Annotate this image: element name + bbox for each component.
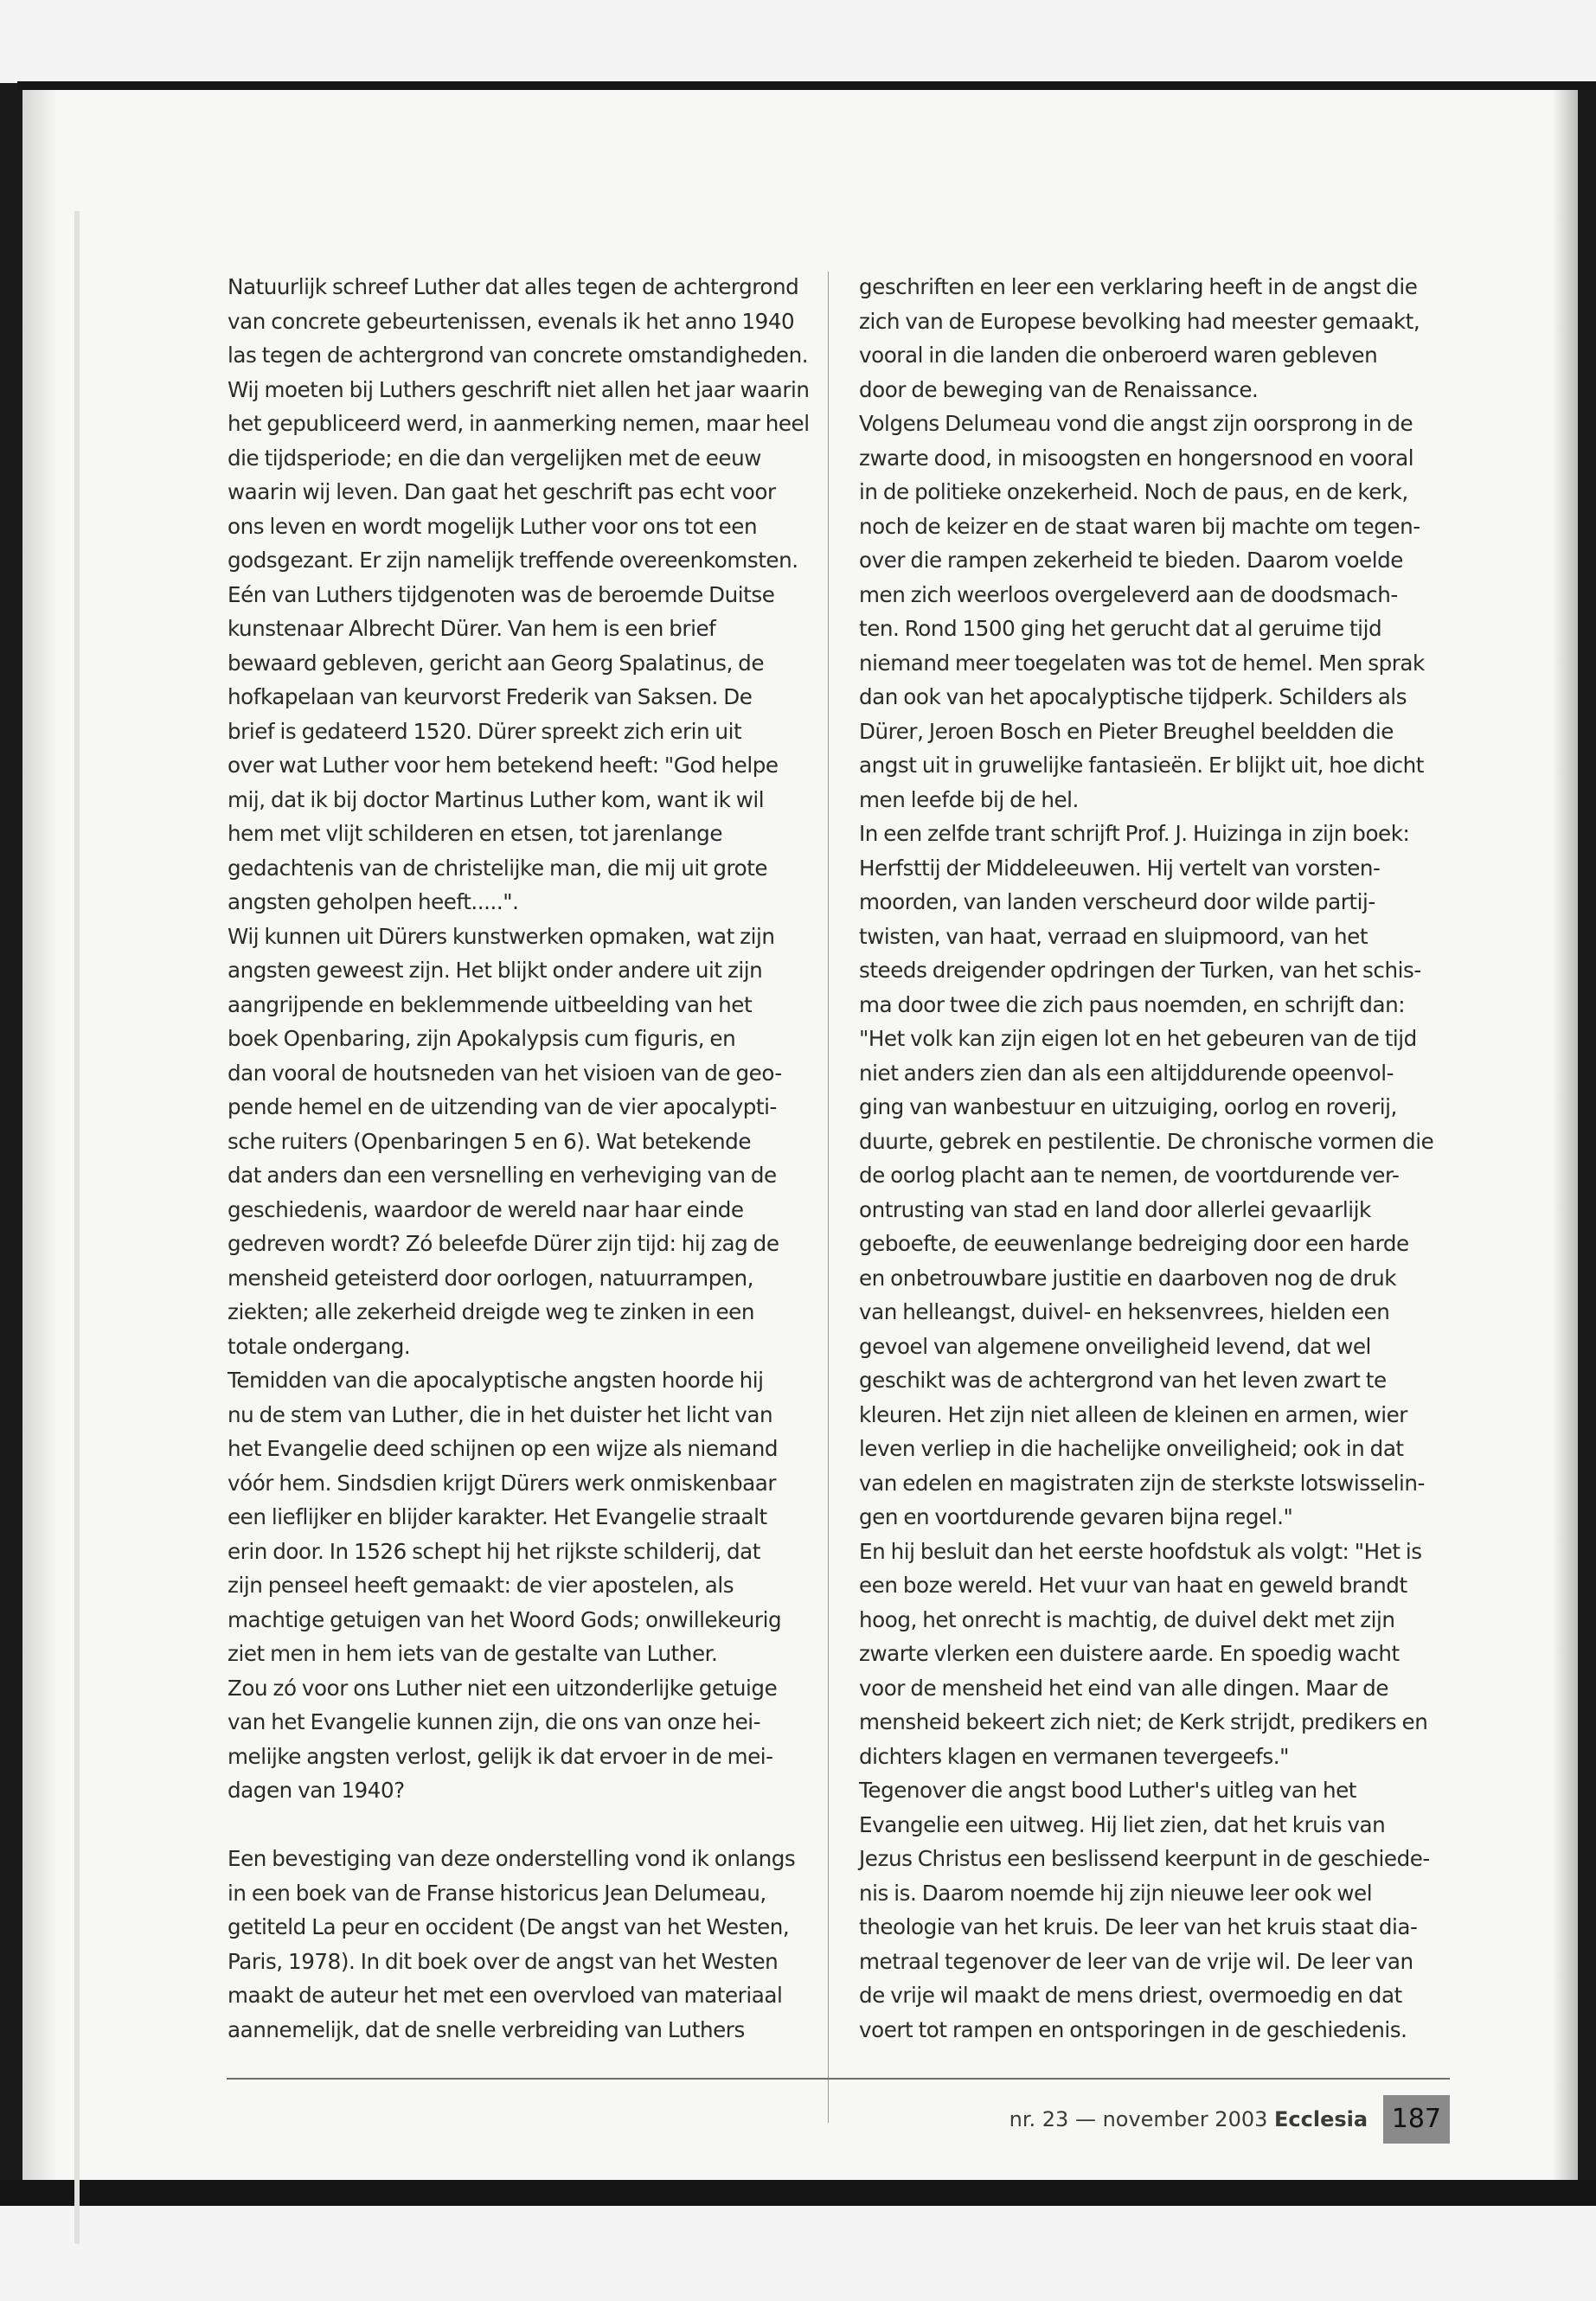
text-line: hofkapelaan van keurvorst Frederik van Saksen. De [228,684,753,709]
text-line: dichters klagen en vermanen tevergeefs." [859,1743,1290,1769]
text-line: Evangelie een uitweg. Hij liet zien, dat het kruis van [859,1811,1386,1837]
text-line: voert tot rampen en ontsporingen in de geschiedenis. [859,2016,1407,2042]
text-line: het gepubliceerd werd, in aanmerking nemen, maar heel [228,411,810,436]
page-edge-shadow [1552,90,1578,2180]
text-line: nu de stem van Luther, die in het duister het licht van [228,1401,773,1427]
text-line: angsten geweest zijn. Het blijkt onder andere uit zijn [228,958,763,983]
text-line: Herfsttij der Middeleeuwen. Hij vertelt van vorsten- [859,855,1381,881]
column-divider [828,272,829,2123]
text-line: bewaard gebleven, gericht aan Georg Spalatinus, de [228,650,765,676]
text-line: men zich weerloos overgeleverd aan de doodsmach- [859,581,1398,607]
text-line: noch de keizer en de staat waren bij machte om tegen- [859,513,1420,539]
text-line: een lieflijker en blijder karakter. Het Evangelie straalt [228,1504,767,1529]
text-line: twisten, van haat, verraad en sluipmoord, van het [859,923,1368,949]
text-line: ging van wanbestuur en uitzuiging, oorlog en roverij, [859,1094,1397,1119]
text-line: Dürer, Jeroen Bosch en Pieter Breughel beeldden die [859,718,1394,744]
text-line: ontrusting van stad en land door allerlei gevaarlijk [859,1196,1371,1222]
text-line: leven verliep in die hachelijke onveiligheid; ook in dat [859,1436,1404,1461]
text-line: van edelen en magistraten zijn de sterkste lotswisselin- [859,1470,1425,1496]
text-line: een boze wereld. Het vuur van haat en geweld brandt [859,1573,1407,1598]
text-line: gevoel van algemene onveiligheid levend, dat wel [859,1333,1371,1359]
text-line: ziet men in hem iets van de gestalte van Luther. [228,1641,718,1666]
text-line: Temidden van die apocalyptische angsten hoorde hij [228,1368,764,1393]
text-line: in de politieke onzekerheid. Noch de paus, en de kerk, [859,479,1408,504]
scan-bottom-border [0,2180,1596,2206]
text-line: las tegen de achtergrond van concrete omstandigheden. [228,343,809,368]
text-line: Natuurlijk schreef Luther dat alles tegen de achtergrond [228,274,799,299]
text-line: gen en voortdurende gevaren bijna regel." [859,1504,1293,1529]
text-line: brief is gedateerd 1520. Dürer spreekt zich erin uit [228,718,742,744]
page-spine-line [74,211,80,2244]
page-footer [888,2095,1450,2144]
text-line: boek Openbaring, zijn Apokalypsis cum figuris, en [228,1026,736,1051]
text-line: de oorlog placht aan te nemen, de voortdurende ver- [859,1163,1400,1188]
footer-issue: nr. 23 — november 2003 [1009,2107,1268,2131]
text-line: in een boek van de Franse historicus Jean Delumeau, [228,1880,766,1906]
text-line: getiteld La peur en occident (De angst van het Westen, [228,1914,790,1939]
text-line: die tijdsperiode; en die dan vergelijken met de eeuw [228,445,761,471]
text-line: moorden, van landen verscheurd door wilde partij- [859,889,1375,914]
text-line: melijke angsten verlost, gelijk ik dat ervoer in de mei- [228,1743,773,1769]
text-line: nis is. Daarom noemde hij zijn nieuwe leer ook wel [859,1880,1373,1906]
text-line: door de beweging van de Renaissance. [859,376,1259,402]
text-line: niemand meer toegelaten was tot de hemel. Men sprak [859,650,1425,676]
text-line: En hij besluit dan het eerste hoofdstuk als volgt: "Het is [859,1538,1422,1564]
text-line: van helleangst, duivel- en heksenvrees, hielden een [859,1299,1390,1324]
text-line: gedreven wordt? Zó beleefde Dürer zijn tijd: hij zag de [228,1231,779,1256]
text-line: Tegenover die angst bood Luther's uitleg van het [859,1778,1357,1803]
text-line: men leefde bij de hel. [859,786,1079,812]
text-line: het Evangelie deed schijnen op een wijze als niemand [228,1436,778,1461]
page-number: 187 [1383,2095,1450,2144]
scan-top-margin [0,0,1596,83]
text-line: angsten geholpen heeft.....". [228,889,519,914]
text-line: erin door. In 1526 schept hij het rijkste schilderij, dat [228,1538,760,1564]
text-line: Paris, 1978). In dit boek over de angst van het Westen [228,1948,779,1974]
text-line: aannemelijk, dat de snelle verbreiding van Luthers [228,2016,745,2042]
text-line: zwarte dood, in misoogsten en hongersnood en vooral [859,445,1414,471]
text-line: voor de mensheid het eind van alle dingen. Maar de [859,1675,1389,1701]
text-line: ma door twee die zich paus noemden, en schrijft dan: [859,991,1406,1017]
text-line: sche ruiters (Openbaringen 5 en 6). Wat betekende [228,1128,752,1154]
text-line: mensheid geteisterd door oorlogen, natuurrampen, [228,1265,754,1291]
text-line: kunstenaar Albrecht Dürer. Van hem is een brief [228,616,716,641]
footer-rule [227,2078,1450,2080]
text-line: maakt de auteur het met een overvloed van materiaal [228,1983,783,2008]
text-line: vooral in die landen die onberoerd waren gebleven [859,343,1378,368]
text-line: theologie van het kruis. De leer van het kruis staat dia- [859,1914,1418,1939]
text-line: zijn penseel heeft gemaakt: de vier apostelen, als [228,1573,734,1598]
text-line: ten. Rond 1500 ging het gerucht dat al geruime tijd [859,616,1382,641]
text-line: van het Evangelie kunnen zijn, die ons van onze hei- [228,1709,761,1734]
text-line: aangrijpende en beklemmende uitbeelding van het [228,991,753,1017]
text-line: dan vooral de houtsneden van het visioen van de geo- [228,1060,782,1086]
text-line: steeds dreigender opdringen der Turken, van het schis- [859,958,1421,983]
text-line: Zou zó voor ons Luther niet een uitzonderlijke getuige [228,1675,778,1701]
scan-top-border [17,81,1596,90]
text-line: niet anders zien dan als een altijddurende opeenvol- [859,1060,1394,1086]
text-line: hoog, het onrecht is machtig, de duivel dekt met zijn [859,1606,1395,1632]
right-text-column [859,270,1434,2047]
text-line: kleuren. Het zijn niet alleen de kleinen en armen, wier [859,1401,1407,1427]
text-line: pende hemel en de uitzending van de vier apocalypti- [228,1094,777,1119]
text-line: over die rampen zekerheid te bieden. Daarom voelde [859,548,1403,573]
text-line: angst uit in gruwelijke fantasieën. Er blijkt uit, hoe dicht [859,753,1424,778]
text-line: ziekten; alle zekerheid dreigde weg te zinken in een [228,1299,754,1324]
text-line: geschiedenis, waardoor de wereld naar haar einde [228,1196,744,1222]
footer-magazine-title: Ecclesia [1274,2107,1368,2131]
text-line: machtige getuigen van het Woord Gods; onwillekeurig [228,1606,782,1632]
text-line: geschikt was de achtergrond van het leven zwart te [859,1368,1387,1393]
text-line: Wij moeten bij Luthers geschrift niet allen het jaar waarin [228,376,810,402]
text-line: mensheid bekeert zich niet; de Kerk strijdt, predikers en [859,1709,1428,1734]
left-text-column [228,270,810,2047]
text-line: "Het volk kan zijn eigen lot en het gebeuren van de tijd [859,1026,1417,1051]
text-line: In een zelfde trant schrijft Prof. J. Huizinga in zijn boek: [859,821,1410,846]
text-line: ons leven en wordt mogelijk Luther voor ons tot een [228,513,758,539]
text-line: duurte, gebrek en pestilentie. De chronische vormen die [859,1128,1434,1154]
text-line: en onbetrouwbare justitie en daarboven nog de druk [859,1265,1397,1291]
text-line: gedachtenis van de christelijke man, die mij uit grote [228,855,768,881]
text-line: van concrete gebeurtenissen, evenals ik het anno 1940 [228,308,795,334]
text-line: dagen van 1940? [228,1778,405,1803]
text-line: Volgens Delumeau vond die angst zijn oorsprong in de [859,411,1413,436]
text-line: Jezus Christus een beslissend keerpunt in de geschiede- [859,1846,1430,1871]
text-line: godsgezant. Er zijn namelijk treffende overeenkomsten. [228,548,798,573]
text-line: Wij kunnen uit Dürers kunstwerken opmaken, wat zijn [228,923,775,949]
text-line: over wat Luther voor hem betekend heeft: "God helpe [228,753,779,778]
text-line: waarin wij leven. Dan gaat het geschrift pas echt voor [228,479,776,504]
document-page [22,90,1578,2180]
text-line: geboefte, de eeuwenlange bedreiging door een harde [859,1231,1409,1256]
text-line: Eén van Luthers tijdgenoten was de beroemde Duitse [228,581,775,607]
text-line: geschriften en leer een verklaring heeft in de angst die [859,274,1418,299]
text-line: dat anders dan een versnelling en verheviging van de [228,1163,777,1188]
text-line: de vrije wil maakt de mens driest, overmoedig en dat [859,1983,1402,2008]
scan-bottom-margin [0,2180,1596,2301]
text-line: vóór hem. Sindsdien krijgt Dürers werk onmiskenbaar [228,1470,777,1496]
text-line: zich van de Europese bevolking had meester gemaakt, [859,308,1420,334]
text-line: hem met vlijt schilderen en etsen, tot jarenlange [228,821,722,846]
text-line: dan ook van het apocalyptische tijdperk. Schilders als [859,684,1407,709]
text-line: mij, dat ik bij doctor Martinus Luther kom, want ik wil [228,786,765,812]
text-line: Een bevestiging van deze onderstelling vond ik onlangs [228,1846,796,1871]
page-binding-shadow [22,90,57,2180]
text-line: zwarte vlerken een duistere aarde. En spoedig wacht [859,1641,1400,1666]
text-line: totale ondergang. [228,1333,411,1359]
text-line: metraal tegenover de leer van de vrije wil. De leer van [859,1948,1413,1974]
